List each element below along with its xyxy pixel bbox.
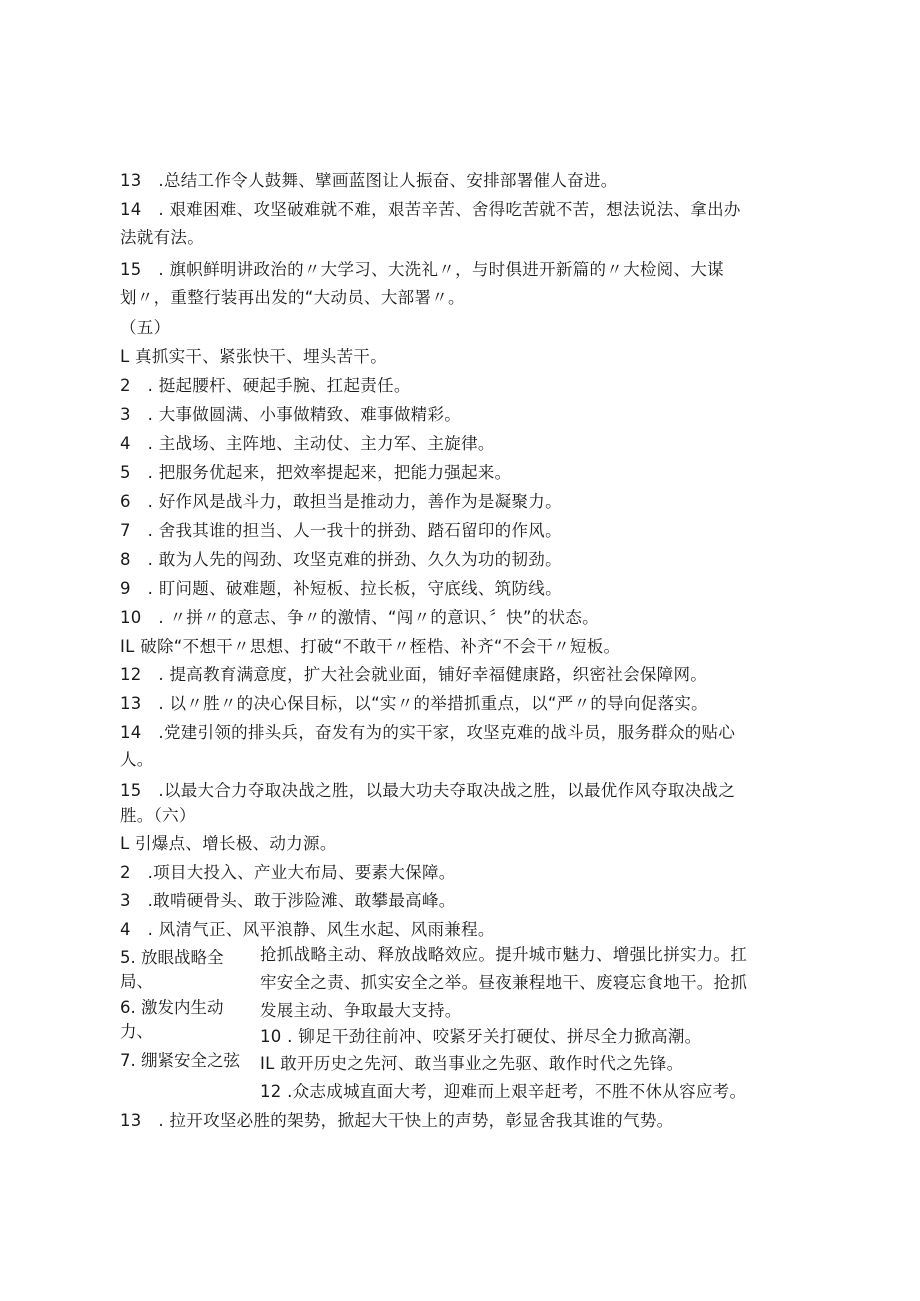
text-line: L 真抓实干、紧张快干、埋头苦干。 bbox=[120, 347, 388, 366]
text-line: 15 . 旗帜鲜明讲政治的〃大学习、大洗礼〃，与时俱进开新篇的〃大检阅、大谋 bbox=[120, 260, 724, 279]
right-column-line: IL 敢开历史之先河、敢当事业之先驱、敢作时代之先锋。 bbox=[260, 1054, 684, 1073]
text-line: 10 . 〃拼〃的意志、争〃的激情、“闯〃的意识、〞快”的状态。 bbox=[120, 608, 599, 627]
text-line: 9 . 盯问题、破难题，补短板、拉长板，守底线、筑防线。 bbox=[120, 579, 562, 598]
text-line: 胜。（六） bbox=[120, 806, 196, 825]
text-line: IL 破除“不想干〃思想、打破“不敢干〃桎梏、补齐“不会干〃短板。 bbox=[120, 637, 621, 656]
text-line: 7 . 舍我其谁的担当、人一我十的拼劲、踏石留印的作风。 bbox=[120, 521, 562, 540]
text-line: 5 . 把服务优起来，把效率提起来，把能力强起来。 bbox=[120, 463, 512, 482]
text-line: 3 . 大事做圆满、小事做精致、难事做精彩。 bbox=[120, 405, 462, 424]
text-line: 13 . 以〃胜〃的决心保目标，以“实〃的举措抓重点，以“严〃的导向促落实。 bbox=[120, 694, 708, 713]
text-line: 13 .总结工作令人鼓舞、擘画蓝图让人振奋、安排部署催人奋进。 bbox=[120, 171, 618, 190]
right-column-line: 发展主动、争取最大支持。 bbox=[260, 1001, 462, 1020]
right-column-line: 10 . 铆足干劲往前冲、咬紧牙关打硬仗、拼尽全力掀高潮。 bbox=[260, 1027, 702, 1046]
left-column-item: 5. 放眼战略全局、 bbox=[120, 948, 224, 991]
text-line: 13 . 拉开攻坚必胜的架势，掀起大干快上的声势，彰显舍我其谁的气势。 bbox=[120, 1111, 674, 1130]
text-line: 4 . 主战场、主阵地、主动仗、主力军、主旋律。 bbox=[120, 434, 495, 453]
text-line: 15 .以最大合力夺取决战之胜，以最大功夫夺取决战之胜，以最优作风夺取决战之 bbox=[120, 781, 736, 800]
section-heading: （五） bbox=[120, 318, 171, 337]
text-line: 14 . 艰难困难、攻坚破难就不难，艰苦辛苦、舍得吃苦就不苦，想法说法、拿出办 bbox=[120, 200, 741, 219]
text-line: 14 .党建引领的排头兵，奋发有为的实干家，攻坚克难的战斗员，服务群众的贴心 bbox=[120, 723, 736, 742]
text-line: 6 . 好作风是战斗力，敢担当是推动力，善作为是凝聚力。 bbox=[120, 492, 562, 511]
text-line: 人。 bbox=[120, 750, 154, 769]
text-line: 划〃，重整行装再出发的“大动员、大部署〃。 bbox=[120, 288, 465, 307]
text-line: 12 . 提高教育满意度，扩大社会就业面，铺好幸福健康路，织密社会保障网。 bbox=[120, 665, 708, 684]
text-line: 4 . 风清气正、风平浪静、风生水起、风雨兼程。 bbox=[120, 920, 495, 939]
right-column-line: 12 .众志成城直面大考，迎难而上艰辛赶考，不胜不休从容应考。 bbox=[260, 1082, 747, 1101]
left-column-item: 7. 绷紧安全之弦 bbox=[120, 1051, 240, 1069]
right-column-line: 抢抓战略主动、释放战略效应。提升城市魅力、增强比拼实力。扛 bbox=[260, 945, 748, 964]
text-line: 法就有法。 bbox=[120, 228, 204, 247]
left-column-item: 6. 激发内生动力、 bbox=[120, 998, 224, 1041]
text-line: 3 .敢啃硬骨头、敢于涉险滩、敢攀最高峰。 bbox=[120, 891, 456, 910]
right-column-line: 牢安全之责、抓实安全之举。昼夜兼程地干、废寝忘食地干。抢抓 bbox=[260, 973, 748, 992]
text-line: L 引爆点、增长极、动力源。 bbox=[120, 834, 337, 853]
text-line: 2 . 挺起腰杆、硬起手腕、扛起责任。 bbox=[120, 376, 411, 395]
text-line: 8 . 敢为人先的闯劲、攻坚克难的拼劲、久久为功的韧劲。 bbox=[120, 550, 562, 569]
text-line: 2 .项目大投入、产业大布局、要素大保障。 bbox=[120, 863, 456, 882]
